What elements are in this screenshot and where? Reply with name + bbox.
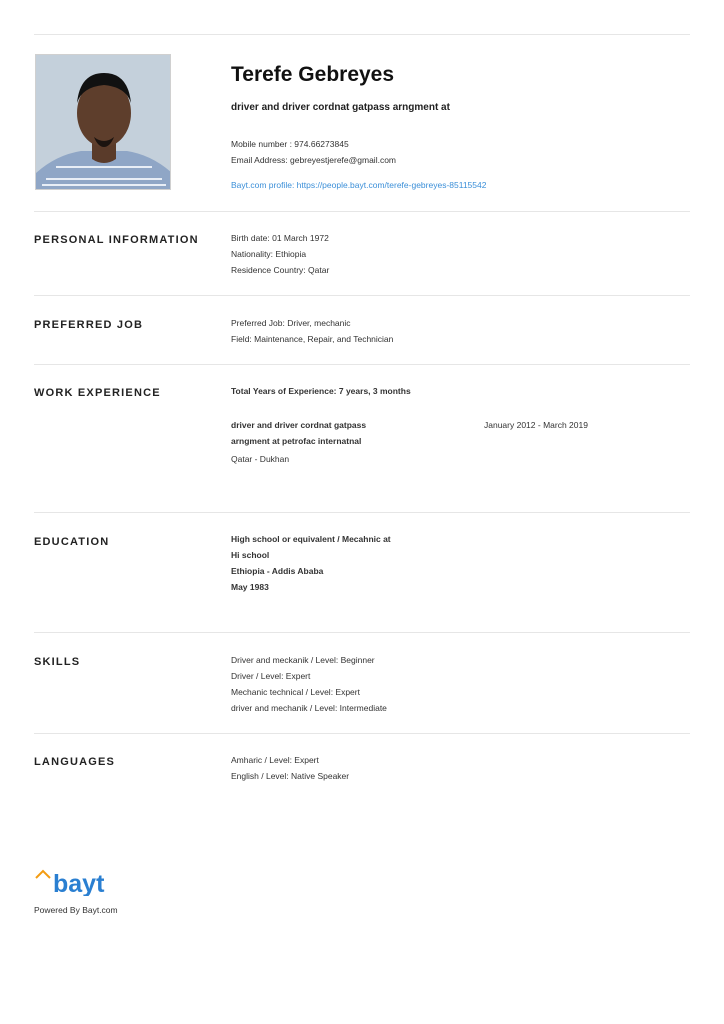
personal-birth-date: Birth date: 01 March 1972 [231,233,329,243]
divider [34,295,690,296]
education-location: Ethiopia - Addis Ababa [231,566,324,576]
skill-item: Mechanic technical / Level: Expert [231,687,360,697]
divider [34,211,690,212]
divider [34,512,690,513]
section-title-personal: PERSONAL INFORMATION [34,234,199,246]
mobile-number: Mobile number : 974.66273845 [231,139,349,149]
work-dates: January 2012 - March 2019 [484,420,588,430]
bayt-logo-icon [34,868,138,901]
personal-residence: Residence Country: Qatar [231,265,330,275]
section-title-languages: LANGUAGES [34,756,116,768]
preferred-job-line: Preferred Job: Driver, mechanic [231,318,351,328]
language-item: Amharic / Level: Expert [231,755,319,765]
preferred-field-line: Field: Maintenance, Repair, and Technician [231,334,394,344]
work-location: Qatar - Dukhan [231,454,290,464]
divider [34,632,690,633]
logo-text: bayt [53,870,105,896]
divider [34,364,690,365]
skill-item: Driver / Level: Expert [231,671,311,681]
powered-by-text: Powered By Bayt.com [34,905,118,915]
education-degree: High school or equivalent / Mecahnic at [231,534,391,544]
top-divider [34,34,690,35]
work-job-title-cont: arngment at petrofac internatnal [231,436,362,446]
work-job-title: driver and driver cordnat gatpass [231,420,367,430]
section-title-education: EDUCATION [34,536,110,548]
section-title-work: WORK EXPERIENCE [34,387,161,399]
divider [34,733,690,734]
candidate-name: Terefe Gebreyes [231,63,395,86]
language-item: English / Level: Native Speaker [231,771,350,781]
candidate-headline: driver and driver cordnat gatpass arngment at [231,102,450,113]
section-title-preferred-job: PREFERRED JOB [34,319,144,331]
email-address: Email Address: gebreyestjerefe@gmail.com [231,155,397,165]
section-title-skills: SKILLS [34,656,81,668]
skill-item: Driver and meckanik / Level: Beginner [231,655,375,665]
profile-photo [35,54,171,190]
education-date: May 1983 [231,582,269,592]
person-photo-icon [36,55,171,190]
bayt-profile-link[interactable]: Bayt.com profile: https://people.bayt.com/terefe-gebreyes-85115542 [231,180,487,190]
education-school: Hi school [231,550,270,560]
skill-item: driver and mechanik / Level: Intermediate [231,703,387,713]
work-total-years: Total Years of Experience: 7 years, 3 months [231,386,411,396]
personal-nationality: Nationality: Ethiopia [231,249,307,259]
